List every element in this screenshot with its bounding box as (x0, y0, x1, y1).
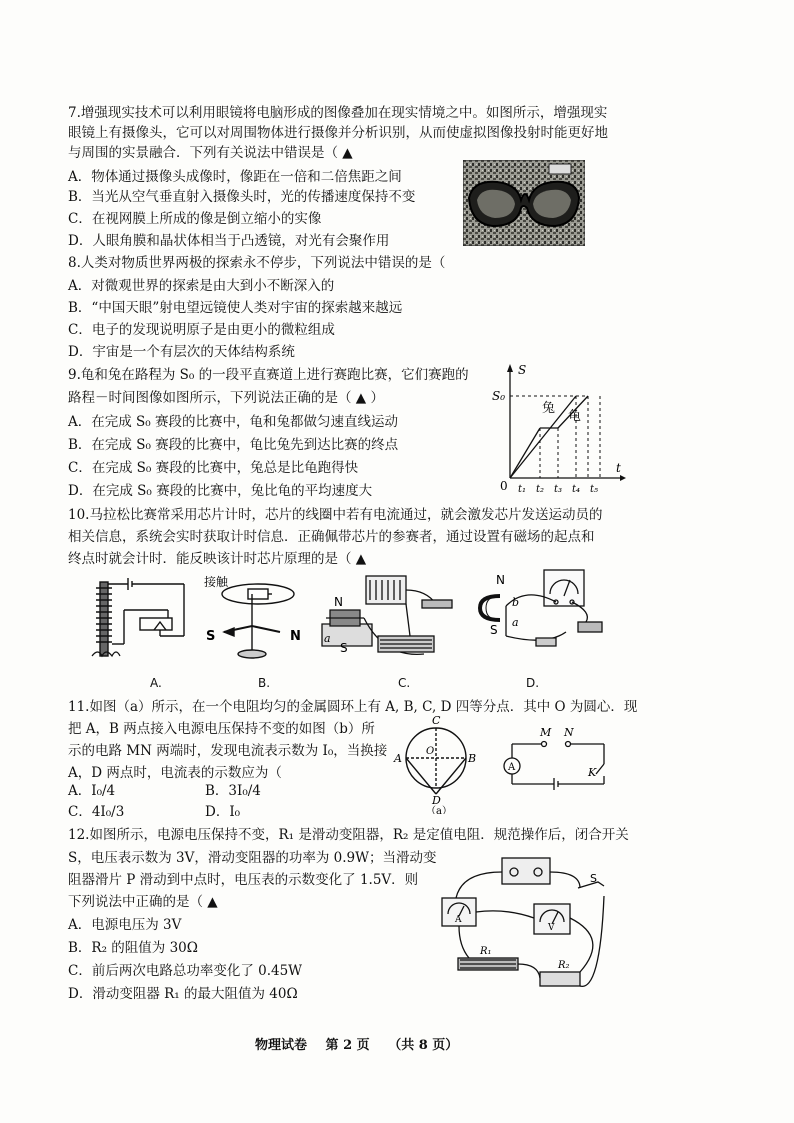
wire-d-a: a (512, 616, 519, 629)
q8-option-d: D．宇宙是一个有层次的天体结构系统 (68, 344, 295, 360)
q12-option-b: B．R₂ 的阻值为 30Ω (68, 940, 198, 956)
q11-figure-b-circuit (496, 724, 616, 794)
x-tick-t4: t₄ (572, 484, 581, 495)
q7-stem-line-2: 眼镜上有摄像头，它可以对周围物体进行摄像并分析识别，从而使虚拟图像投射时能更好地 (68, 125, 608, 141)
voltmeter-dial: V (548, 923, 555, 933)
magnet-d-n: N (496, 573, 505, 587)
q11-option-c: C．4I₀/3 (68, 804, 125, 820)
q11-stem-line-1: 11.如图（a）所示，在一个电阻均匀的金属圆环上有 A, B, C, D 四等分点．其中 O 为圆心．现 (68, 699, 638, 715)
q9-option-a: A．在完成 S₀ 赛段的比赛中，龟和兔都做匀速直线运动 (68, 414, 398, 430)
compass-n: N (290, 629, 301, 644)
q7-option-d: D．人眼角膜和晶状体相当于凸透镜，对光有会聚作用 (68, 233, 390, 249)
x-tick-t2: t₂ (536, 484, 545, 495)
point-d: D (432, 794, 441, 807)
x-axis-label: t (616, 461, 621, 475)
q10-stem-line-2: 相关信息，系统会实时获取计时信息．正确佩带芯片的参赛者，通过设置有磁场的起点和 (68, 529, 595, 545)
ar-glasses-photo (463, 160, 585, 246)
rabbit-line-1 (510, 428, 540, 478)
resistor-r2: R₂ (558, 960, 570, 971)
q10-option-a-label: A. (150, 676, 162, 690)
x-tick-t1: t₁ (518, 484, 527, 495)
q9-stem-line-1: 9.龟和兔在路程为 S₀ 的一段平直赛道上进行赛跑比赛，它们赛跑的 (68, 367, 469, 383)
terminal-m: M (540, 726, 552, 739)
q12-stem-line-2: S，电压表示数为 3V，滑动变阻器的功率为 0.9W；当滑动变 (68, 850, 437, 866)
center-o: O (426, 746, 435, 757)
wire-a: a (324, 632, 331, 645)
q8-option-b: B．“中国天眼”射电望远镜使人类对宇宙的探索越来越远 (68, 300, 403, 316)
q8-option-c: C．电子的发现说明原子是由更小的微粒组成 (68, 322, 335, 338)
q10-option-d-label: D. (526, 676, 540, 690)
magnet-n: N (334, 595, 343, 609)
q11-stem-line-4: A，D 两点时，电流表的示数应为（ (68, 765, 282, 781)
q9-option-d: D．在完成 S₀ 赛段的比赛中，兔比龟的平均速度大 (68, 483, 373, 499)
q12-circuit-apparatus (430, 852, 620, 998)
q12-stem-line-3: 阻器滑片 P 滑动到中点时，电压表的示数变化了 1.5V．则 (68, 872, 419, 888)
q11-option-b: B．3I₀/4 (205, 783, 261, 799)
wire-d-b: b (512, 596, 520, 609)
point-a: A (394, 752, 402, 765)
q10-figure-c-motor (320, 570, 460, 666)
magnet-s: S (340, 641, 348, 655)
footer-page: 第 2 页 (325, 1038, 370, 1053)
terminal-n: N (564, 726, 574, 739)
q12-stem-line-4: 下列说法中正确的是（ ▲ (68, 894, 218, 910)
q9-option-b: B．在完成 S₀ 赛段的比赛中，龟比兔先到达比赛的终点 (68, 437, 399, 453)
footer-subject: 物理试卷 (255, 1038, 308, 1053)
q9-distance-time-graph (488, 360, 628, 500)
rheostat-r1: R₁ (480, 946, 492, 957)
q12-option-d: D．滑动变阻器 R₁ 的最大阻值为 40Ω (68, 986, 298, 1002)
q10-figure-a-electromagnet (88, 574, 192, 666)
footer-total: （共 8 页） (388, 1038, 459, 1053)
q9-option-c: C．在完成 S₀ 赛段的比赛中，兔总是比龟跑得快 (68, 460, 359, 476)
q10-stem-line-1: 10.马拉松比赛常采用芯片计时，芯片的线圈中若有电流通过，就会激发芯片发送运动员的 (68, 507, 603, 523)
fig-a-caption: （a） (426, 806, 452, 814)
switch-s: S (590, 872, 597, 885)
q10-option-c-label: C. (398, 676, 411, 690)
q7-stem-line-1: 7.增强现实技术可以利用眼镜将电脑形成的图像叠加在现实情境之中。如图所示，增强现实 (68, 105, 608, 121)
origin-label: 0 (500, 479, 508, 493)
q7-stem-line-3: 与周围的实景融合．下列有关说法中错误是（ ▲ (68, 145, 353, 161)
q10-figure-d-induction (478, 566, 618, 666)
y-tick-s0: S₀ (492, 389, 506, 403)
y-axis-label: S (518, 363, 527, 377)
rabbit-label: 兔 (542, 401, 556, 416)
tortoise-label: 龟 (568, 409, 582, 424)
q9-stem-line-2: 路程－时间图像如图所示，下列说法正确的是（ ▲ ） (68, 390, 384, 406)
q11-stem-line-2: 把 A，B 两点接入电源电压保持不变的如图（b）所 (68, 721, 375, 737)
contact-label: 接触 (204, 575, 229, 589)
q11-option-a: A．I₀/4 (68, 783, 116, 799)
q11-option-d: D．I₀ (205, 804, 241, 820)
q7-option-b: B．当光从空气垂直射入摄像头时，光的传播速度保持不变 (68, 189, 416, 205)
q10-stem-line-3: 终点时就会计时．能反映该计时芯片原理的是（ ▲ (68, 551, 367, 567)
magnet-d-s: S (490, 623, 498, 637)
q12-stem-line-1: 12.如图所示，电源电压保持不变，R₁ 是滑动变阻器，R₂ 是定值电阻．规范操作后，闭合开关 (68, 827, 629, 843)
q10-option-b-label: B. (258, 676, 271, 690)
q7-option-c: C．在视网膜上所成的像是倒立缩小的实像 (68, 211, 322, 227)
q11-stem-line-3: 示的电路 MN 两端时，发现电流表示数为 I₀，当换接 (68, 743, 388, 759)
q11-figure-a-ring (390, 714, 486, 814)
ammeter-dial: A (455, 915, 462, 925)
q8-option-a: A．对微观世界的探索是由大到小不断深入的 (68, 278, 335, 294)
compass-s: S (206, 629, 216, 644)
q7-option-a: A．物体通过摄像头成像时，像距在一倍和二倍焦距之间 (68, 169, 402, 185)
q10-figure-b-oersted (200, 574, 310, 666)
q8-stem: 8.人类对物质世界两极的探索永不停步，下列说法中错误的是（ (68, 255, 446, 271)
q12-option-c: C．前后两次电路总功率变化了 0.45W (68, 963, 303, 979)
ammeter-symbol: A (508, 762, 516, 773)
q12-option-a: A．电源电压为 3V (68, 917, 182, 933)
point-c: C (432, 714, 441, 727)
x-tick-t3: t₃ (554, 484, 563, 495)
point-b: B (468, 752, 477, 765)
page-footer (255, 1034, 472, 1053)
switch-k: K (588, 766, 597, 779)
x-tick-t5: t₅ (590, 484, 599, 495)
